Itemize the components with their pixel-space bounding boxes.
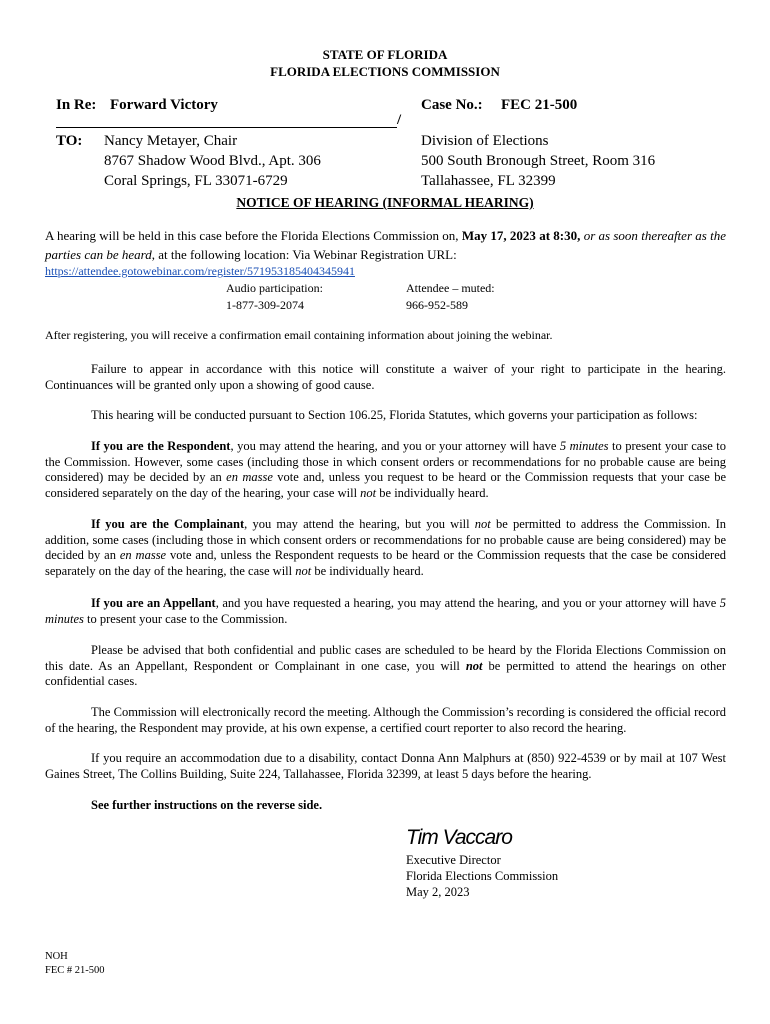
respondent-paragraph (45, 439, 726, 501)
signer-org: Florida Elections Commission (406, 869, 559, 883)
respondent-text: vote and, unless you request to be heard or the Commission requests that your case be considered separately on the day of the hearing, your case will (45, 470, 727, 500)
webinar-registration-link[interactable]: https://attendee.gotowebinar.com/register/5719531854043459​41 (45, 264, 355, 278)
complainant-text: be individually heard. (311, 563, 424, 578)
appellant-italic: 5 minutes (45, 596, 726, 626)
registering-paragraph: After registering, you will receive a confirmation email containing information about joining the webinar. (45, 328, 553, 342)
hearing-location: , at the following location: Via Webinar Registration URL: (151, 247, 457, 262)
state-heading: STATE OF FLORIDA (322, 47, 448, 62)
commission-heading: FLORIDA ELECTIONS COMMISSION (270, 64, 500, 79)
record-paragraph: The Commission will electronically record the meeting. Although the Commission’s recording is considered the official record of the hearing, the Respondent may provide, at his own expense, a certified court reporter to also record the hearing. (45, 705, 726, 735)
confidential-emphasis: not (465, 658, 483, 673)
signer-title: Executive Director (406, 853, 501, 867)
cc-address (421, 131, 655, 191)
signature-block (406, 852, 558, 900)
case-separator-slash: / (397, 112, 402, 128)
complainant-italic: en masse (119, 548, 167, 562)
complainant-text: be permitted to address the Commission. In addition, some cases (including those in which consent orders or recommendations for no probable cause are being considered) may be decided by an (45, 517, 726, 562)
signature-date: May 2, 2023 (406, 885, 470, 899)
complainant-italic: not (474, 517, 491, 531)
recipient-line: Nancy Metayer, Chair (104, 133, 238, 149)
in-re-label: In Re: (56, 97, 97, 113)
recipient-line: Coral Springs, FL 33071-6729 (104, 173, 288, 189)
footer-noh: NOH (45, 951, 68, 962)
footer-case: FEC # 21-500 (45, 965, 105, 976)
respondent-italic: en masse (226, 470, 273, 484)
signature-script: Tim Vaccaro (406, 826, 512, 849)
to-label: TO: (56, 133, 83, 149)
in-re-value: Forward Victory (110, 97, 218, 113)
hearing-date: May 17, 2023 at 8:30, (461, 228, 581, 243)
respondent-text: to present your case to the Commission. However, some cases (including those in which consent orders or recommendations for no probable cause are being considered) may be decided by an (45, 439, 726, 484)
recipient-line: 8767 Shadow Wood Blvd., Apt. 306 (104, 153, 321, 169)
respondent-text: be individually heard. (376, 485, 489, 500)
respondent-italic: not (360, 485, 377, 500)
cc-line: Division of Elections (421, 133, 549, 149)
complainant-lead: If you are the Complainant (91, 517, 245, 531)
audio-phone-number: 1-877-309-2074 (226, 298, 304, 312)
confidential-text: be permitted to attend the hearings on other confidential cases. (45, 658, 727, 688)
appellant-paragraph (45, 596, 726, 627)
attendee-code: 966-952-589 (406, 298, 468, 312)
respondent-italic: 5 minutes (559, 439, 609, 453)
cc-line: Tallahassee, FL 32399 (421, 173, 556, 189)
hearing-paragraph (45, 226, 726, 264)
appellant-text: to present your case to the Commission. (83, 611, 288, 626)
accommodation-paragraph: If you require an accommodation due to a disability, contact Donna Ann Malphurs at (850) 922-4539 or by mail at 107 West Gaines Street, The Collins Building, Suite 224, Tallahassee, Florida 32399, at least 5 days before the hearing. (45, 751, 726, 781)
cc-line: 500 South Bronough Street, Room 316 (421, 153, 656, 169)
confidential-text: Please be advised that both confidential and public cases are scheduled to be heard by the Florida Elections Commission on this date. As an Appellant, Respondent or Complainant in one case, you will (45, 643, 726, 673)
failure-paragraph: Failure to appear in accordance with this notice will constitute a waiver of your right to participate in the hearing. Continuances will be granted only upon a showing of good cause. (45, 362, 726, 392)
complainant-paragraph (45, 517, 726, 579)
hearing-italic: or as soon thereafter as the parties can be heard (45, 228, 727, 262)
audio-participation-label: Audio participation: (226, 281, 323, 295)
case-separator-line (56, 127, 397, 128)
section-paragraph: This hearing will be conducted pursuant to Section 106.25, Florida Statutes, which governs your participation as follows: (91, 408, 698, 422)
notice-title: NOTICE OF HEARING (INFORMAL HEARING) (236, 195, 534, 210)
complainant-text: , you may attend the hearing, but you will (244, 517, 475, 531)
attendee-muted-label: Attendee – muted: (406, 281, 495, 295)
appellant-lead: If you are an Appellant (91, 596, 216, 610)
confidential-paragraph (45, 643, 726, 690)
complainant-italic: not (295, 563, 312, 578)
case-number-value: FEC 21-500 (501, 97, 578, 113)
appellant-text: , and you have requested a hearing, you may attend the hearing, and you or your attorney will have (215, 596, 720, 610)
footer (45, 950, 105, 978)
respondent-text: , you may attend the hearing, and you or your attorney will have (230, 439, 560, 453)
hearing-intro: A hearing will be held in this case before the Florida Elections Commission on, (45, 228, 459, 243)
case-number-label: Case No.: (421, 97, 483, 113)
recipient-address (104, 131, 321, 191)
complainant-text: vote and, unless the Respondent requests to be heard or the Commission requests that the case be considered separately on the day of the hearing, the case will (45, 548, 726, 578)
further-instructions: See further instructions on the reverse side. (91, 798, 323, 812)
respondent-lead: If you are the Respondent (91, 439, 231, 453)
